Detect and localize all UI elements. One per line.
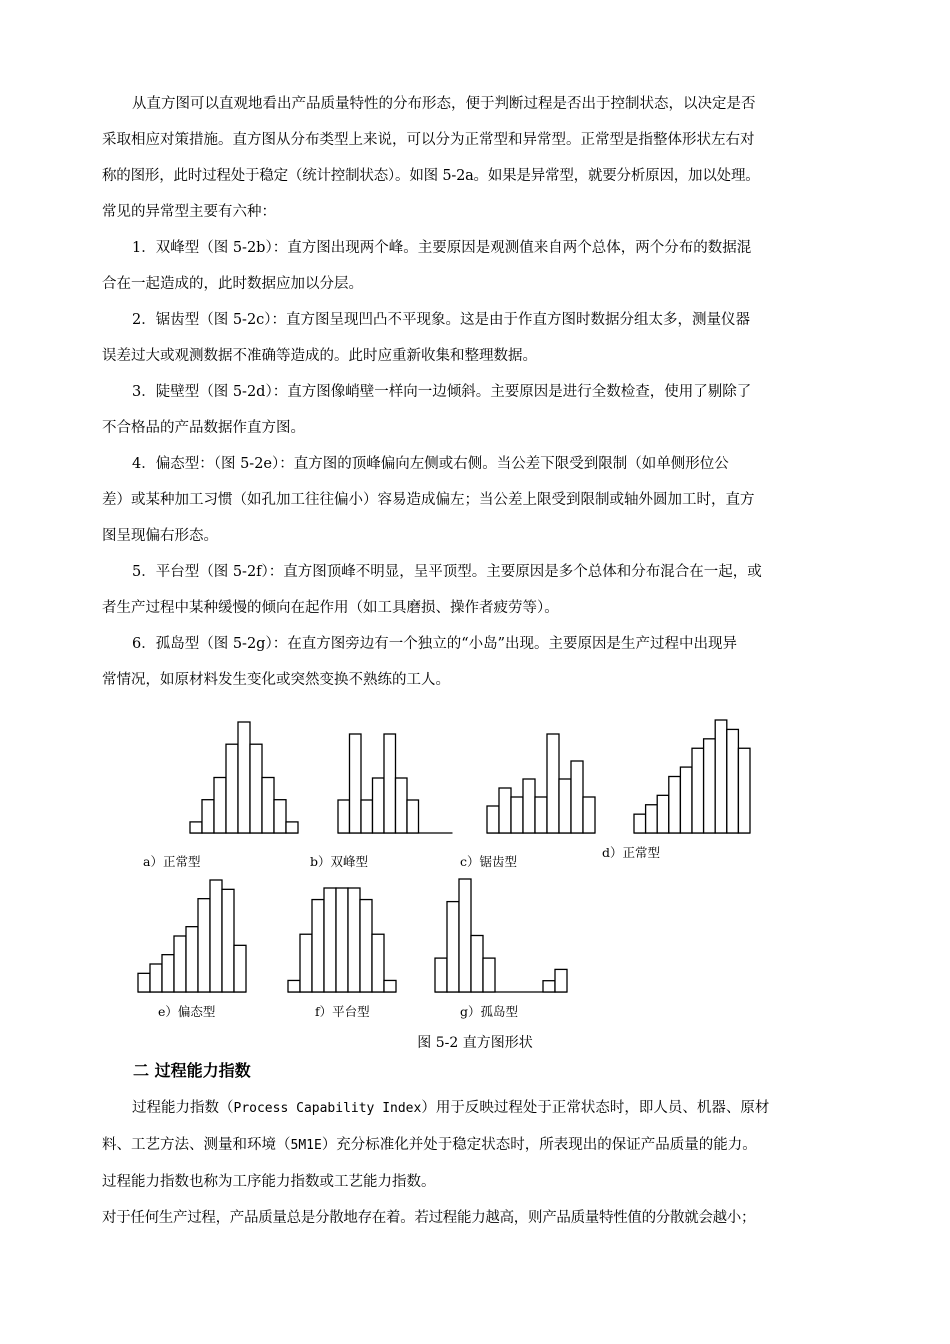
histogram-bar-b	[407, 800, 419, 833]
text-line: 采取相应对策措施。直方图从分布类型上来说，可以分为正常型和异常型。正常型是指整体形状左右对	[102, 132, 755, 148]
histogram-bar-d	[669, 777, 681, 834]
histogram-bar-f	[372, 934, 384, 992]
histogram-bar-a	[274, 800, 286, 833]
histogram-bar-d	[727, 729, 739, 833]
histogram-bar-g	[555, 969, 567, 992]
histogram-bar-a	[202, 800, 214, 833]
histogram-bar-g	[471, 936, 483, 993]
text-line: 称的图形，此时过程处于稳定（统计控制状态）。如图 5-2a。如果是异常型，就要分析原因，加以处理。	[102, 168, 760, 184]
text-line: 6．孤岛型（图 5-2g）：在直方图旁边有一个独立的“小岛”出现。主要原因是生产过程中出现异	[132, 636, 738, 652]
histogram-bar-g	[435, 958, 447, 992]
text-line: 5．平台型（图 5-2f）：直方图顶峰不明显，呈平顶型。主要原因是多个总体和分布混合在一起，或	[132, 564, 762, 580]
histogram-bar-c	[523, 779, 535, 833]
figure-caption: 图 5-2 直方图形状	[417, 1035, 533, 1051]
histogram-bar-c	[547, 734, 559, 833]
text-line: 常情况，如原材料发生变化或突然变换不熟练的工人。	[102, 672, 450, 688]
histogram-bar-a	[190, 822, 202, 833]
histogram-bar-g	[483, 958, 495, 992]
histogram-bar-d	[704, 739, 716, 833]
histogram-bar-b	[350, 734, 362, 833]
text-line: 从直方图可以直观地看出产品质量特性的分布形态，便于判断过程是否出于控制状态，以决定是否	[132, 96, 756, 112]
histogram-bar-e	[138, 973, 150, 992]
text-line: 料、工艺方法、测量和环境（5M1E）充分标准化并处于稳定状态时，所表现出的保证产品质量的能力。	[102, 1137, 757, 1153]
histogram-bar-a	[238, 722, 250, 833]
text-line: 过程能力指数（Process Capability Index）用于反映过程处于正常状态时，即人员、机器、原材	[132, 1100, 770, 1116]
histogram-bar-a	[286, 822, 298, 833]
section2-paragraph	[102, 1090, 872, 1236]
histogram-bar-f	[336, 888, 348, 992]
text-line: 者生产过程中某种缓慢的倾向在起作用（如工具磨损、操作者疲劳等）。	[102, 600, 559, 616]
histogram-bar-d	[646, 805, 658, 833]
histogram-bar-e	[234, 945, 246, 992]
label-g: g）孤岛型	[460, 1004, 519, 1019]
histogram-bar-g	[459, 879, 471, 992]
histogram-bar-e	[150, 964, 162, 992]
label-d: d）正常型	[602, 845, 661, 860]
text-line: 2．锯齿型（图 5-2c）：直方图呈现凹凸不平现象。这是由于作直方图时数据分组太多，测量仪器	[132, 312, 751, 328]
label-b: b）双峰型	[310, 854, 369, 869]
histogram-bar-e	[186, 927, 198, 992]
text-line: 1．双峰型（图 5-2b）：直方图出现两个峰。主要原因是观测值来自两个总体，两个分布的数据混	[132, 240, 752, 256]
text-line: 对于任何生产过程，产品质量总是分散地存在着。若过程能力越高，则产品质量特性值的分散就会越小；	[102, 1210, 756, 1226]
histogram-bar-f	[288, 980, 300, 992]
histogram-bar-e	[174, 936, 186, 992]
histogram-bar-e	[198, 899, 210, 992]
histogram-bar-d	[634, 814, 646, 833]
histogram-bar-c	[559, 779, 571, 833]
text-line: 差）或某种加工习惯（如孔加工往往偏小）容易造成偏左；当公差上限受到限制或轴外圆加工时，直方	[102, 492, 755, 508]
histogram-bar-d	[657, 795, 669, 833]
histogram-bar-c	[583, 797, 595, 833]
label-c: c）锯齿型	[460, 854, 518, 869]
histogram-bar-d	[680, 767, 692, 833]
label-a: a）正常型	[143, 854, 201, 869]
histogram-bar-b	[361, 800, 373, 833]
histogram-bar-a	[226, 744, 238, 833]
histogram-bar-e	[210, 880, 222, 992]
histogram-bar-f	[300, 934, 312, 992]
text-line: 3．陡壁型（图 5-2d）：直方图像峭壁一样向一边倾斜。主要原因是进行全数检查，使用了剔除了	[132, 384, 752, 400]
histogram-bar-f	[324, 888, 336, 992]
histogram-bar-c	[499, 788, 511, 833]
text-line: 过程能力指数也称为工序能力指数或工艺能力指数。	[102, 1174, 436, 1190]
label-f: f）平台型	[315, 1004, 370, 1019]
histogram-bar-f	[312, 900, 324, 992]
histogram-bar-c	[535, 797, 547, 833]
text-line: 不合格品的产品数据作直方图。	[102, 420, 305, 436]
histogram-bar-d	[715, 720, 727, 833]
text-line: 误差过大或观测数据不准确等造成的。此时应重新收集和整理数据。	[102, 348, 537, 364]
text-line: 4．偏态型：（图 5-2e）：直方图的顶峰偏向左侧或右侧。当公差下限受到限制（如单侧形位公	[132, 456, 729, 472]
label-e: e）偏态型	[158, 1004, 216, 1019]
text-line: 常见的异常型主要有六种：	[102, 204, 276, 220]
histogram-bar-a	[214, 778, 226, 834]
text-line: 合在一起造成的，此时数据应加以分层。	[102, 276, 363, 292]
histogram-bar-d	[738, 748, 750, 833]
histogram-bar-e	[162, 955, 174, 992]
histogram-bar-f	[384, 980, 396, 992]
histogram-bar-e	[222, 889, 234, 992]
histogram-bar-g	[543, 981, 555, 992]
histogram-bar-d	[692, 748, 704, 833]
histogram-bar-a	[250, 744, 262, 833]
histogram-bar-g	[447, 902, 459, 992]
term-english: Process Capability Index	[233, 1101, 422, 1116]
histogram-bar-a	[262, 778, 274, 834]
section-heading: 二 过程能力指数	[133, 1061, 251, 1080]
histogram-bar-c	[511, 797, 523, 833]
histogram-bar-b	[396, 778, 408, 833]
histogram-bar-f	[348, 888, 360, 992]
histogram-bar-c	[487, 806, 499, 833]
term-5m1e: 5M1E	[290, 1138, 322, 1153]
histogram-bar-f	[360, 900, 372, 992]
text-line: 图呈现偏右形态。	[102, 528, 218, 544]
histogram-bar-b	[338, 800, 350, 833]
histogram-bar-b	[384, 734, 396, 833]
histogram-bar-b	[373, 778, 385, 833]
histogram-bar-c	[571, 761, 583, 833]
